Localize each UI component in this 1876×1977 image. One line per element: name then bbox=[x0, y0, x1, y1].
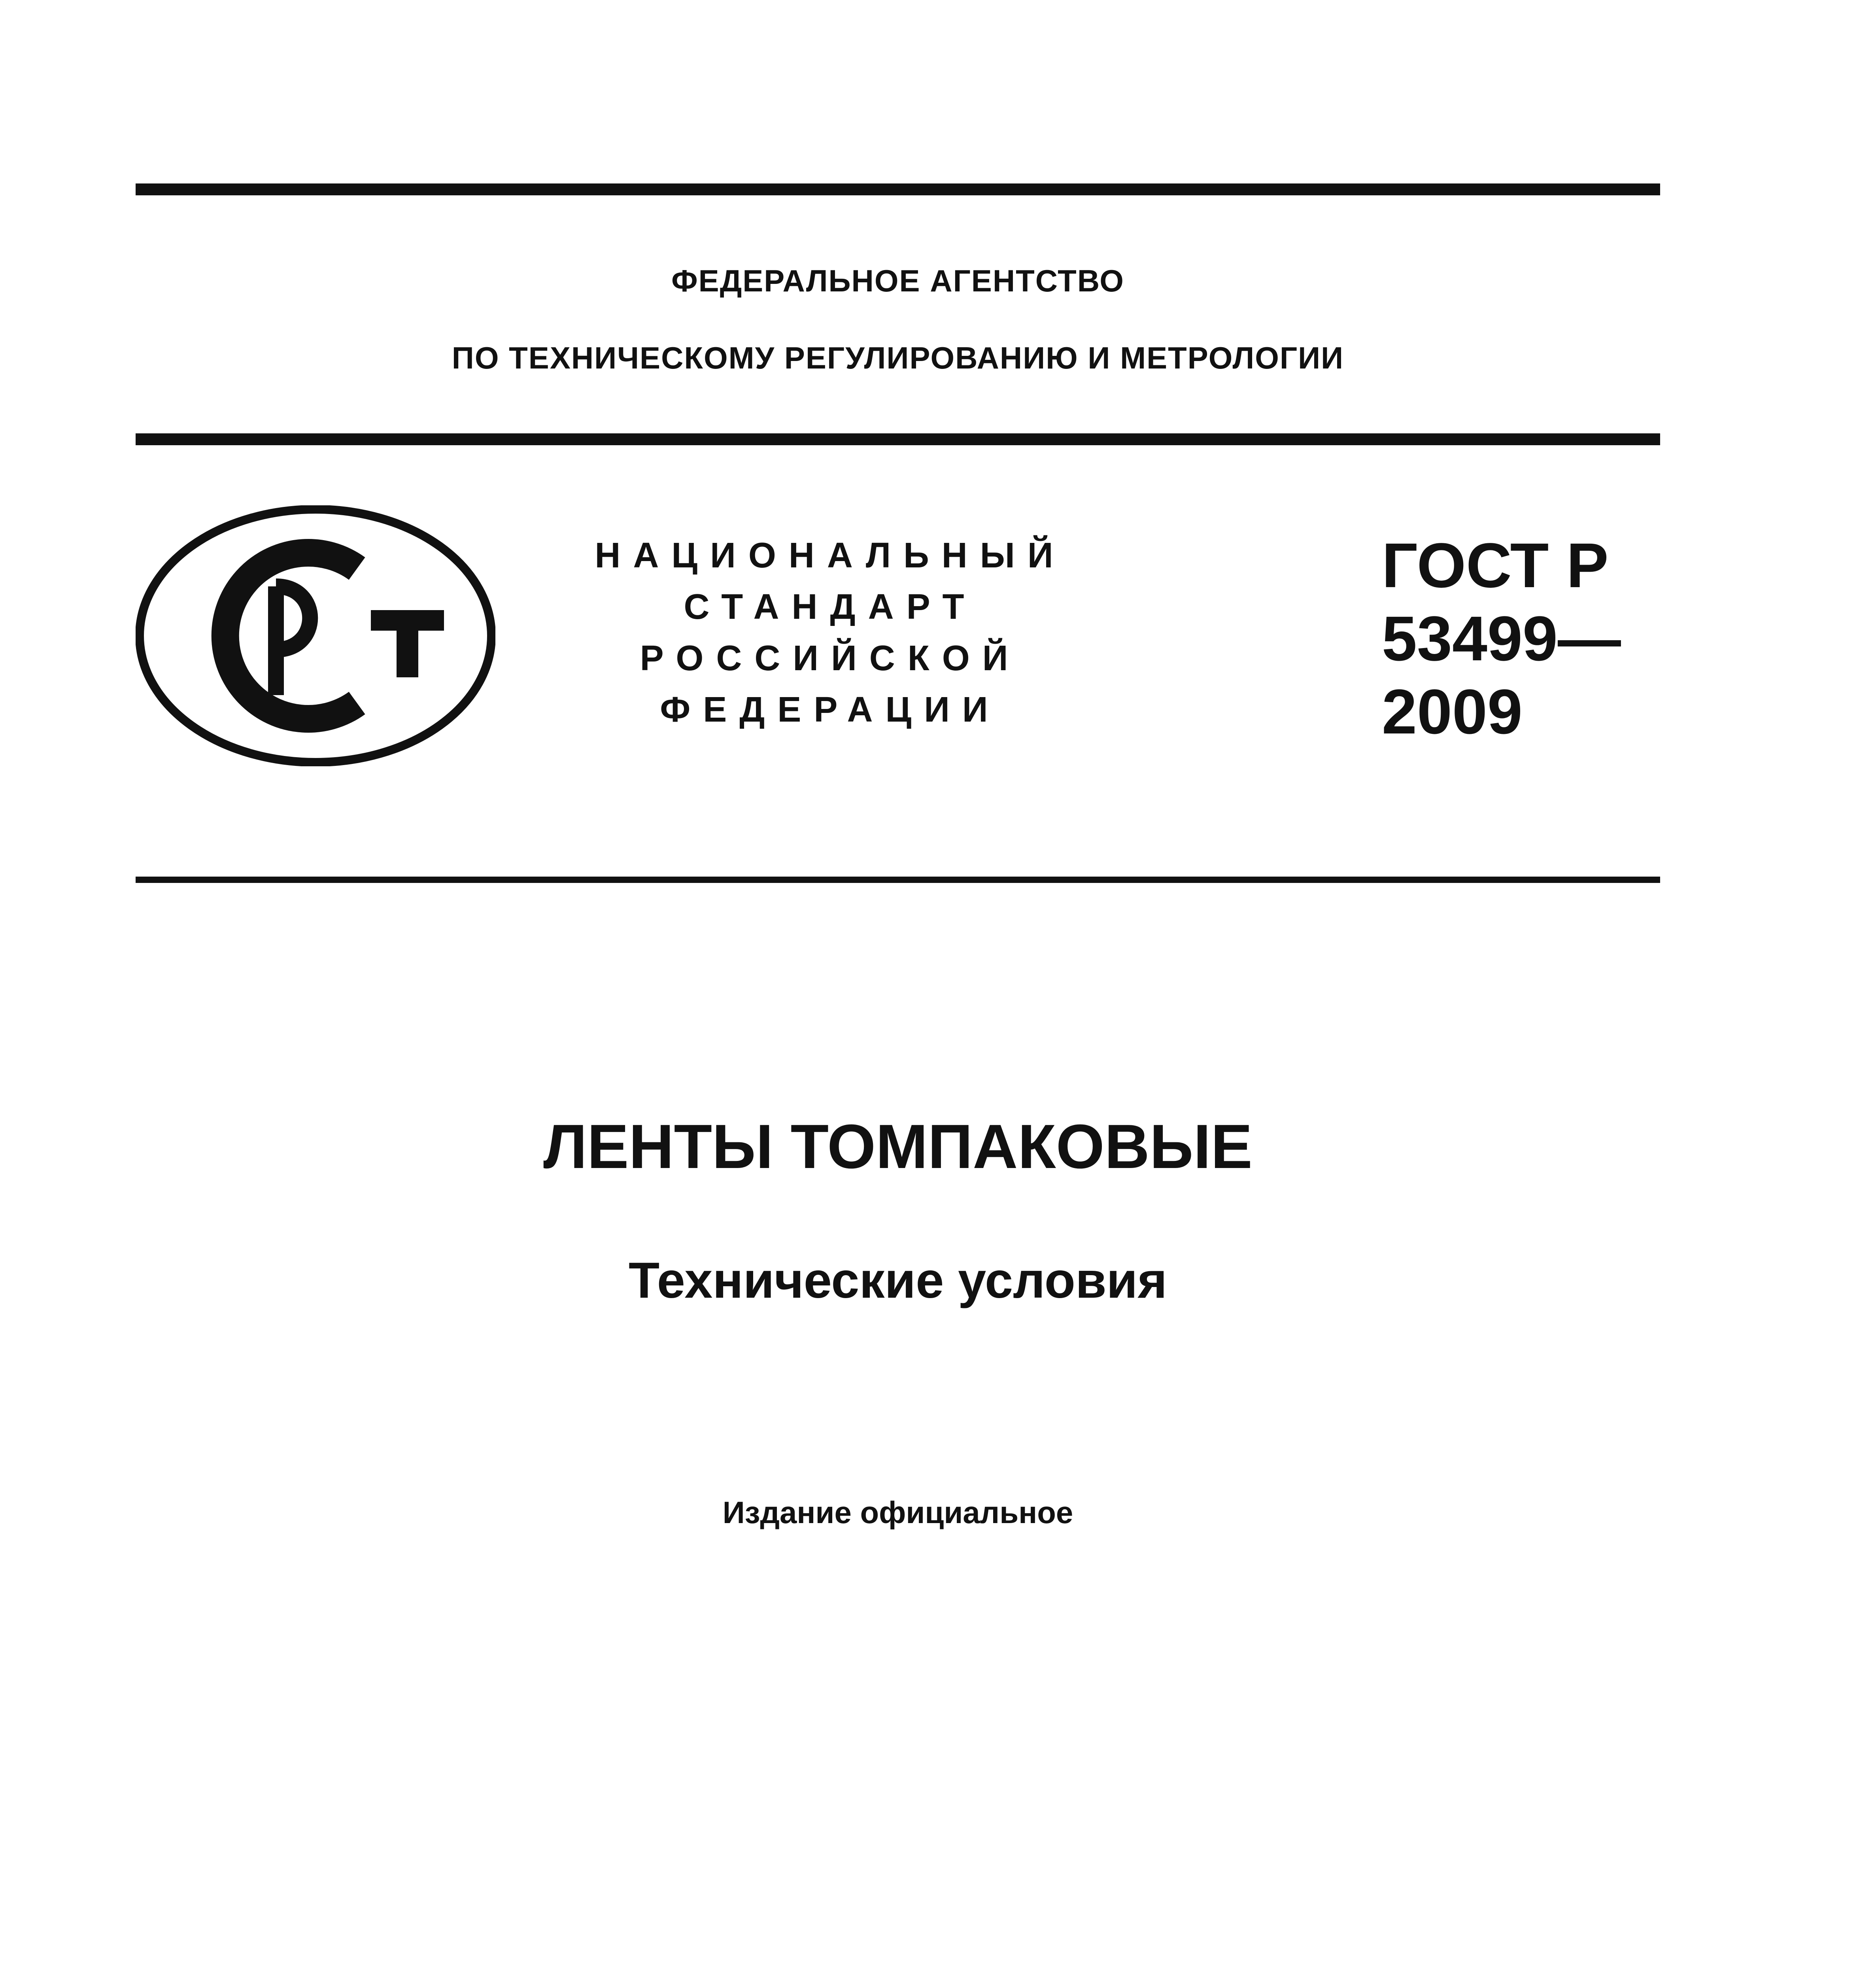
bottom-rule bbox=[136, 877, 1660, 883]
edition-label: Издание официальное bbox=[722, 1495, 1073, 1530]
designation-line-1: ГОСТ Р bbox=[1382, 530, 1609, 601]
agency-line-2: ПО ТЕХНИЧЕСКОМУ РЕГУЛИРОВАНИЮ И МЕТРОЛОГИИ bbox=[452, 340, 1344, 375]
standard-type-line-2: СТАНДАРТ bbox=[684, 587, 977, 627]
document-subtitle: Технические условия bbox=[628, 1252, 1168, 1309]
agency-line-1: ФЕДЕРАЛЬНОЕ АГЕНТСТВО bbox=[671, 263, 1124, 298]
standard-type-line-4: ФЕДЕРАЦИИ bbox=[660, 690, 1001, 730]
standard-type-line-1: НАЦИОНАЛЬНЫЙ bbox=[595, 536, 1066, 575]
top-rule bbox=[136, 183, 1660, 195]
rst-mark-icon bbox=[136, 505, 495, 766]
designation-line-3: 2009 bbox=[1382, 676, 1523, 747]
middle-rule bbox=[136, 433, 1660, 445]
document-title: ЛЕНТЫ ТОМПАКОВЫЕ bbox=[543, 1112, 1253, 1181]
designation-line-2: 53499— bbox=[1382, 603, 1621, 674]
standard-type-line-3: РОССИЙСКОЙ bbox=[640, 639, 1021, 678]
